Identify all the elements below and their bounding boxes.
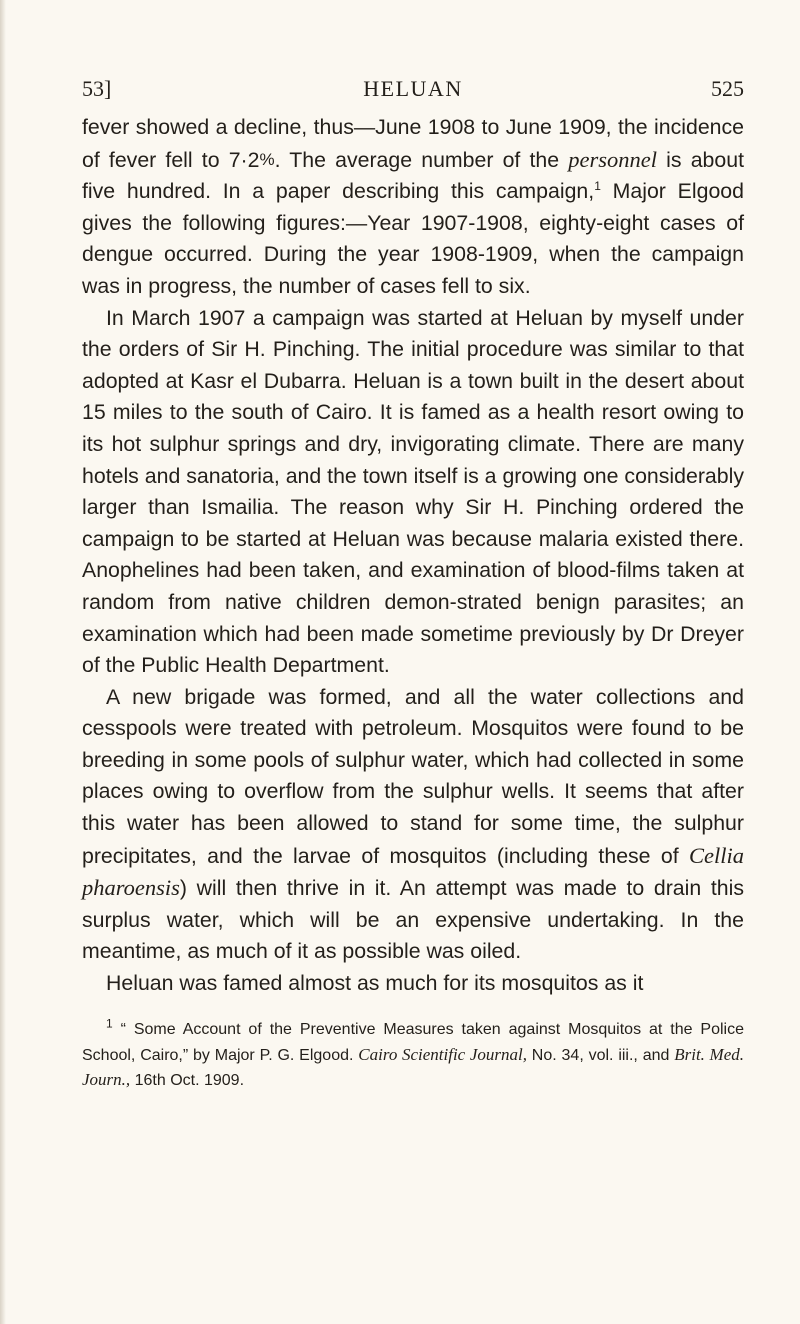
italic-personnel: personnel	[568, 146, 658, 172]
paragraph-1-text-d: Major Elgood gives the following figures:—Year 1907-1908, eighty-eight cases of dengue occurred. During the year 1908-1909, when the campaign was in progress, the number of cases fell to six.	[82, 179, 744, 298]
italic-species-name: Cellia pharoensis	[82, 842, 744, 901]
page-edge	[0, 0, 6, 1324]
footnote-text	[82, 1018, 744, 1094]
paragraph-2: In March 1907 a campaign was started at Heluan by myself under the orders of Sir H. Pinching. The initial procedure was similar to that adopted at Kasr el Dubarra. Heluan is a town built in the desert about 15 miles to the south of Cairo. It is famed as a health resort owing to its hot sulphur springs and dry, invigorating climate. There are many hotels and sanatoria, and the town itself is a growing one considerably larger than Ismailia. The reason why Sir H. Pinching ordered the campaign to be started at Heluan was because malaria existed there. Anophelines had been taken, and examination of blood-films taken at random from native children demon-strated benign parasites; an examination which had been made sometime previously by Dr Dreyer of the Public Health Department.	[82, 305, 744, 678]
paragraph-3	[82, 682, 744, 968]
paragraph-3-text-b: ) will then thrive in it. An attempt was made to drain this surplus water, which will be an expensive undertaking. In the meantime, as much of it as possible was oiled.	[82, 876, 744, 964]
section-number: 53]	[82, 76, 112, 101]
footnote	[82, 1018, 744, 1094]
footnote-reference: 1	[594, 179, 601, 194]
paragraph-1-text-c: is about five hundred. In a paper describing this campaign,	[82, 147, 744, 204]
footnote-text-c: 16th Oct. 1909.	[130, 1072, 245, 1089]
footnote-journal-1: Cairo Scientific Journal,	[358, 1044, 527, 1064]
footnote-text-b: No. 34, vol. iii., and	[526, 1046, 675, 1064]
page-number: 525	[711, 76, 744, 101]
body-text	[82, 112, 744, 1000]
paragraph-4: Heluan was famed almost as much for its mosquitos as it	[106, 971, 644, 996]
footnote-marker: 1	[106, 1016, 113, 1031]
running-header	[82, 76, 744, 110]
paragraph-1-text-b: . The average number of the	[274, 147, 569, 172]
percent-sign: %	[259, 149, 275, 169]
footnote-text-a: “ Some Account of the Preventive Measures taken against Mosquitos at the Police School, Cairo,” by Major P. G. Elgood.	[82, 1021, 744, 1064]
footnote-journal-2: Brit. Med. Journ.,	[82, 1044, 745, 1089]
running-title: HELUAN	[363, 76, 463, 101]
paragraph-1-text-a: fever showed a decline, thus—June 1908 to June 1909, the incidence of fever fell to 7·2	[82, 115, 744, 172]
paragraph-1	[82, 112, 744, 303]
paragraph-3-text-a: A new brigade was formed, and all the water collections and cesspools were treated with petroleum. Mosquitos were found to be breeding in some pools of sulphur water, which had collected in some places owing to overflow from the sulphur wells. It seems that after this water has been allowed to stand for some time, the sulphur precipitates, and the larvae of mosquitos (including these of	[82, 684, 744, 868]
